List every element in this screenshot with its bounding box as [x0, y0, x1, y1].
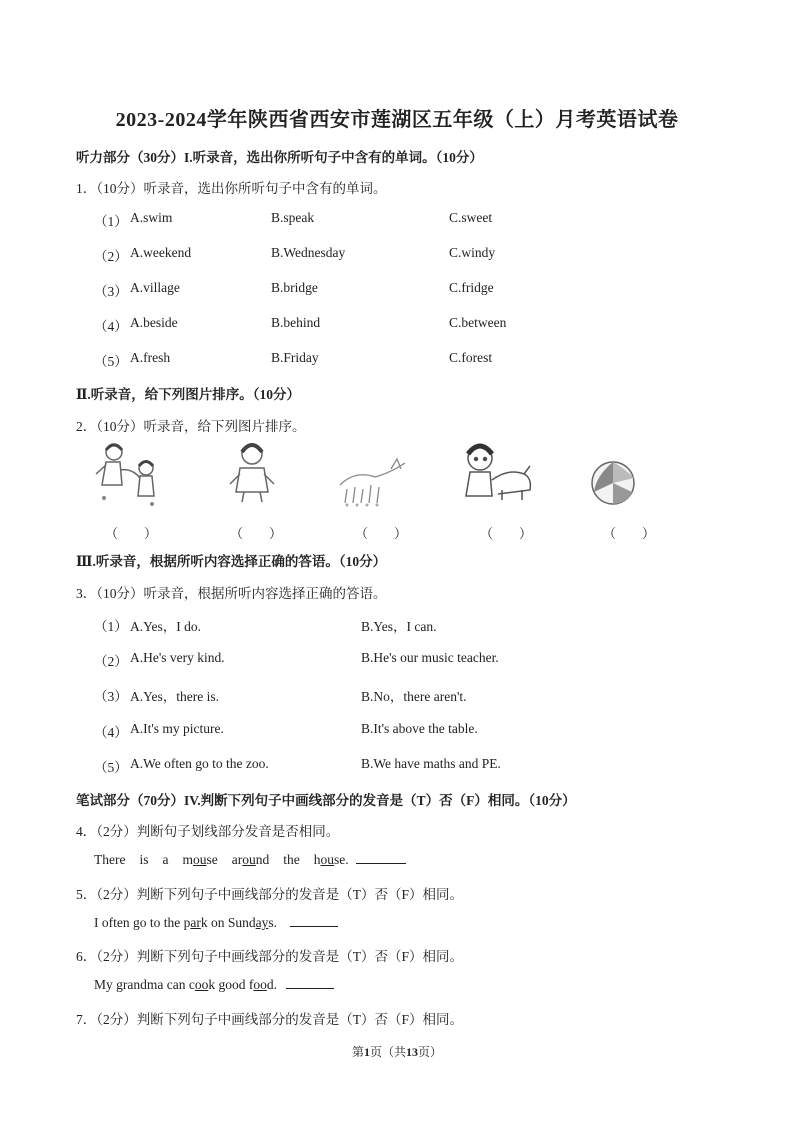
- q1-item-1-option-a[interactable]: A.swim: [130, 210, 173, 225]
- q1-item-1-option-c[interactable]: C.sweet: [449, 210, 493, 225]
- q3-item-2-num: （2）: [94, 654, 128, 669]
- q1-item-4-option-b[interactable]: B.behind: [271, 315, 321, 330]
- q1-item-5-num: （5）: [94, 354, 128, 369]
- section-3-header: Ⅲ.听录音，根据所听内容选择正确的答语。（10分）: [76, 554, 387, 569]
- question-3-stem: 3．（10分）听录音，根据所听内容选择正确的答语。: [76, 586, 387, 601]
- picture-5-answer-blank[interactable]: （ ）: [603, 526, 656, 541]
- q6-answer-blank[interactable]: [286, 976, 334, 989]
- page-number: 1: [363, 1045, 370, 1059]
- q1-item-2-num: （2）: [94, 249, 128, 264]
- q3-item-2-option-a[interactable]: A.He's very kind.: [130, 650, 225, 665]
- q3-item-5-option-a[interactable]: A.We often go to the zoo.: [130, 756, 269, 771]
- q3-item-1-option-a[interactable]: A.Yes，I do.: [130, 619, 202, 634]
- q4-word: is: [139, 852, 149, 867]
- question-7-stem: 7．（2分）判断下列句子中画线部分的发音是（T）否（F）相同。: [76, 1012, 464, 1027]
- q1-item-4-num: （4）: [94, 319, 128, 334]
- page-title: 2023-2024学年陕西省西安市莲湖区五年级（上）月考英语试卷: [115, 109, 679, 131]
- boy-with-dog-picture: [458, 440, 538, 510]
- underlined-part: ou: [320, 852, 335, 867]
- question-2-stem: 2．（10分）听录音，给下列图片排序。: [76, 419, 306, 434]
- picture-4-answer-blank[interactable]: （ ）: [480, 526, 533, 541]
- q1-item-5-option-b[interactable]: B.Friday: [271, 350, 319, 365]
- q1-item-3-option-b[interactable]: B.bridge: [271, 280, 318, 295]
- boy-cleaning-picture: [222, 440, 282, 510]
- q3-item-5-num: （5）: [94, 760, 128, 775]
- picture-1-answer-blank[interactable]: （ ）: [105, 526, 158, 541]
- underlined-part: ar: [190, 915, 201, 930]
- q1-item-2-option-b[interactable]: B.Wednesday: [271, 245, 346, 260]
- underlined-part: oo: [194, 977, 209, 992]
- underlined-part: ay: [255, 915, 269, 930]
- underlined-part: oo: [253, 977, 267, 992]
- q1-item-4-option-c[interactable]: C.between: [449, 315, 507, 330]
- q1-item-2-option-a[interactable]: A.weekend: [130, 245, 192, 260]
- page-total: 13: [406, 1045, 418, 1059]
- mother-child-picture: [92, 440, 172, 510]
- question-1-stem: 1．（10分）听录音，选出你所听句子中含有的单词。: [76, 181, 387, 196]
- q4-word: the: [283, 852, 300, 867]
- q3-item-2-option-b[interactable]: B.He's our music teacher.: [361, 650, 499, 665]
- q1-item-5-option-c[interactable]: C.forest: [449, 350, 493, 365]
- q1-item-5-option-a[interactable]: A.fresh: [130, 350, 171, 365]
- q1-item-4-option-a[interactable]: A.beside: [130, 315, 178, 330]
- q4-word-mouse: mouse: [182, 852, 218, 867]
- q4-answer-blank[interactable]: [356, 851, 406, 864]
- q3-item-3-num: （3）: [94, 689, 128, 704]
- q1-item-1-option-b[interactable]: B.speak: [271, 210, 315, 225]
- q1-item-3-option-a[interactable]: A.village: [130, 280, 180, 295]
- page-footer: 第1页（共13页）: [351, 1045, 443, 1059]
- q3-item-4-option-b[interactable]: B.It's above the table.: [361, 721, 478, 736]
- q3-item-4-option-a[interactable]: A.It's my picture.: [130, 721, 224, 736]
- q1-item-3-num: （3）: [94, 284, 128, 299]
- q5-answer-blank[interactable]: [290, 914, 338, 927]
- underlined-part: ou: [242, 852, 256, 867]
- section-2-header: Ⅱ.听录音，给下列图片排序。（10分）: [76, 387, 301, 402]
- q3-item-1-option-b[interactable]: B.Yes，I can.: [361, 619, 437, 634]
- q1-item-1-num: （1）: [94, 214, 128, 229]
- writing-section-header: 笔试部分（70分）IV.判断下列句子中画线部分的发音是（T）否（F）相同。（10分）: [76, 793, 576, 808]
- q4-word: There: [94, 852, 126, 867]
- q4-word-around: around: [231, 852, 270, 867]
- picture-3-answer-blank[interactable]: （ ）: [355, 526, 408, 541]
- underlined-part: ou: [193, 852, 207, 867]
- beach-ball-picture: [588, 458, 638, 508]
- question-6-stem: 6．（2分）判断下列句子中画线部分的发音是（T）否（F）相同。: [76, 949, 464, 964]
- q5-sentence: I often go to the park on Sundays.: [94, 914, 338, 931]
- q4-word-house: house.: [313, 852, 349, 867]
- question-4-stem: 4．（2分）判断句子划线部分发音是否相同。: [76, 824, 340, 839]
- q1-item-2-option-c[interactable]: C.windy: [449, 245, 496, 260]
- picture-2-answer-blank[interactable]: （ ）: [230, 526, 283, 541]
- q4-word: a: [162, 852, 169, 867]
- animals-picture: [335, 455, 415, 510]
- q3-item-4-num: （4）: [94, 725, 128, 740]
- question-5-stem: 5．（2分）判断下列句子中画线部分的发音是（T）否（F）相同。: [76, 887, 464, 902]
- q1-item-3-option-c[interactable]: C.fridge: [449, 280, 494, 295]
- q3-item-1-num: （1）: [94, 619, 128, 634]
- listening-section-header: 听力部分（30分）I.听录音，选出你所听句子中含有的单词。（10分）: [76, 150, 483, 165]
- q3-item-5-option-b[interactable]: B.We have maths and PE.: [361, 756, 501, 771]
- q3-item-3-option-a[interactable]: A.Yes，there is.: [130, 689, 220, 704]
- q4-sentence: [94, 851, 406, 868]
- q6-sentence: My grandma can cook good food.: [94, 976, 334, 993]
- q3-item-3-option-b[interactable]: B.No，there aren't.: [361, 689, 467, 704]
